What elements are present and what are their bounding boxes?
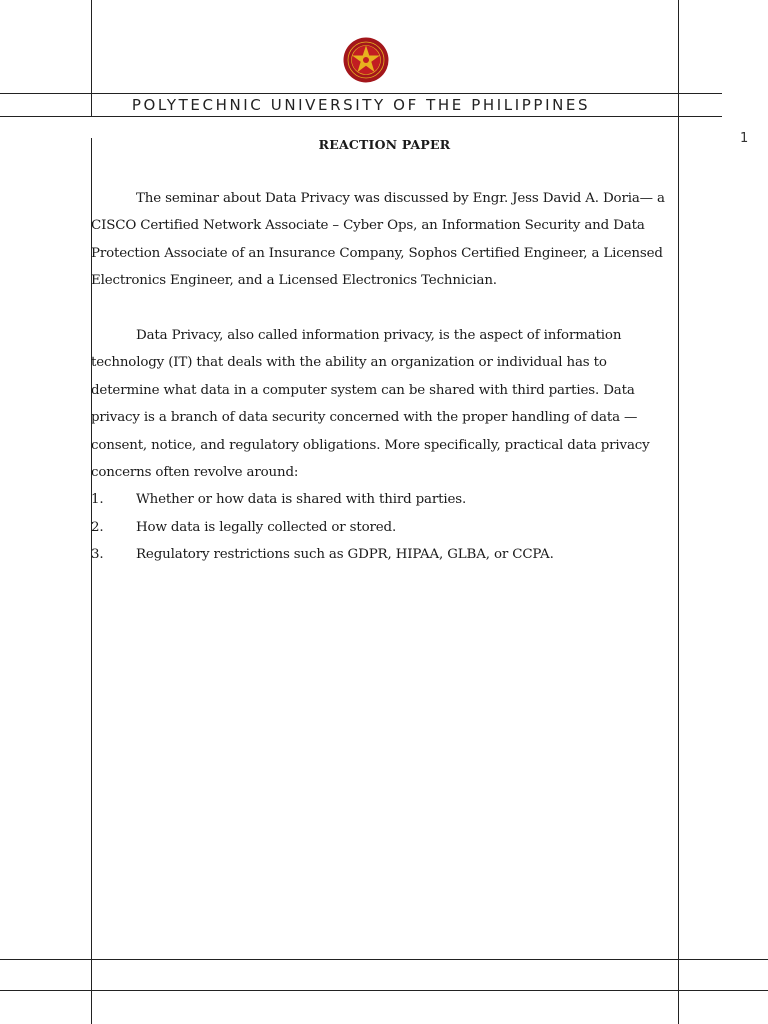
list-item <box>91 514 679 541</box>
list-item-number: 3. <box>91 547 104 563</box>
left-line-gap <box>90 117 93 138</box>
paragraph-seminar: The seminar about Data Privacy was discussed by Engr. Jess David A. Doria— a CISCO Certified Network Associate – Cyber Ops, an Information Security and Data Protection Associate of an Insurance Company, Sophos Certified Engineer, a Licensed Electronics Engineer, and a Licensed Electronics Technician. <box>91 191 665 289</box>
list-item-number: 1. <box>91 492 104 508</box>
list-item-text: Whether or how data is shared with third parties. <box>136 492 467 508</box>
header-bottom-rule <box>0 116 722 117</box>
footer-bottom-rule <box>0 990 768 991</box>
concerns-list <box>91 486 679 568</box>
list-item-text: How data is legally collected or stored. <box>136 519 397 535</box>
list-item-text: Regulatory restrictions such as GDPR, HIPAA, GLBA, or CCPA. <box>136 547 554 563</box>
list-item <box>91 541 679 568</box>
paragraph-data-privacy: Data Privacy, also called information privacy, is the aspect of information technology (IT) that deals with the ability an organization or individual has to determine what data in a computer system can be shared with third parties. Data privacy is a branch of data security concerned with the proper handling of data — consent, notice, and regulatory obligations. More specifically, practical data privacy concerns often revolve around: <box>91 328 650 481</box>
page-number: 1 <box>740 131 749 146</box>
header-top-rule <box>0 93 722 94</box>
list-item <box>91 486 679 513</box>
university-seal-icon <box>343 37 389 83</box>
document-body <box>91 185 679 569</box>
university-name: POLYTECHNIC UNIVERSITY OF THE PHILIPPINES <box>131 96 591 114</box>
list-item-number: 2. <box>91 519 104 535</box>
footer-top-rule <box>0 959 768 960</box>
document-title: REACTION PAPER <box>318 137 451 152</box>
